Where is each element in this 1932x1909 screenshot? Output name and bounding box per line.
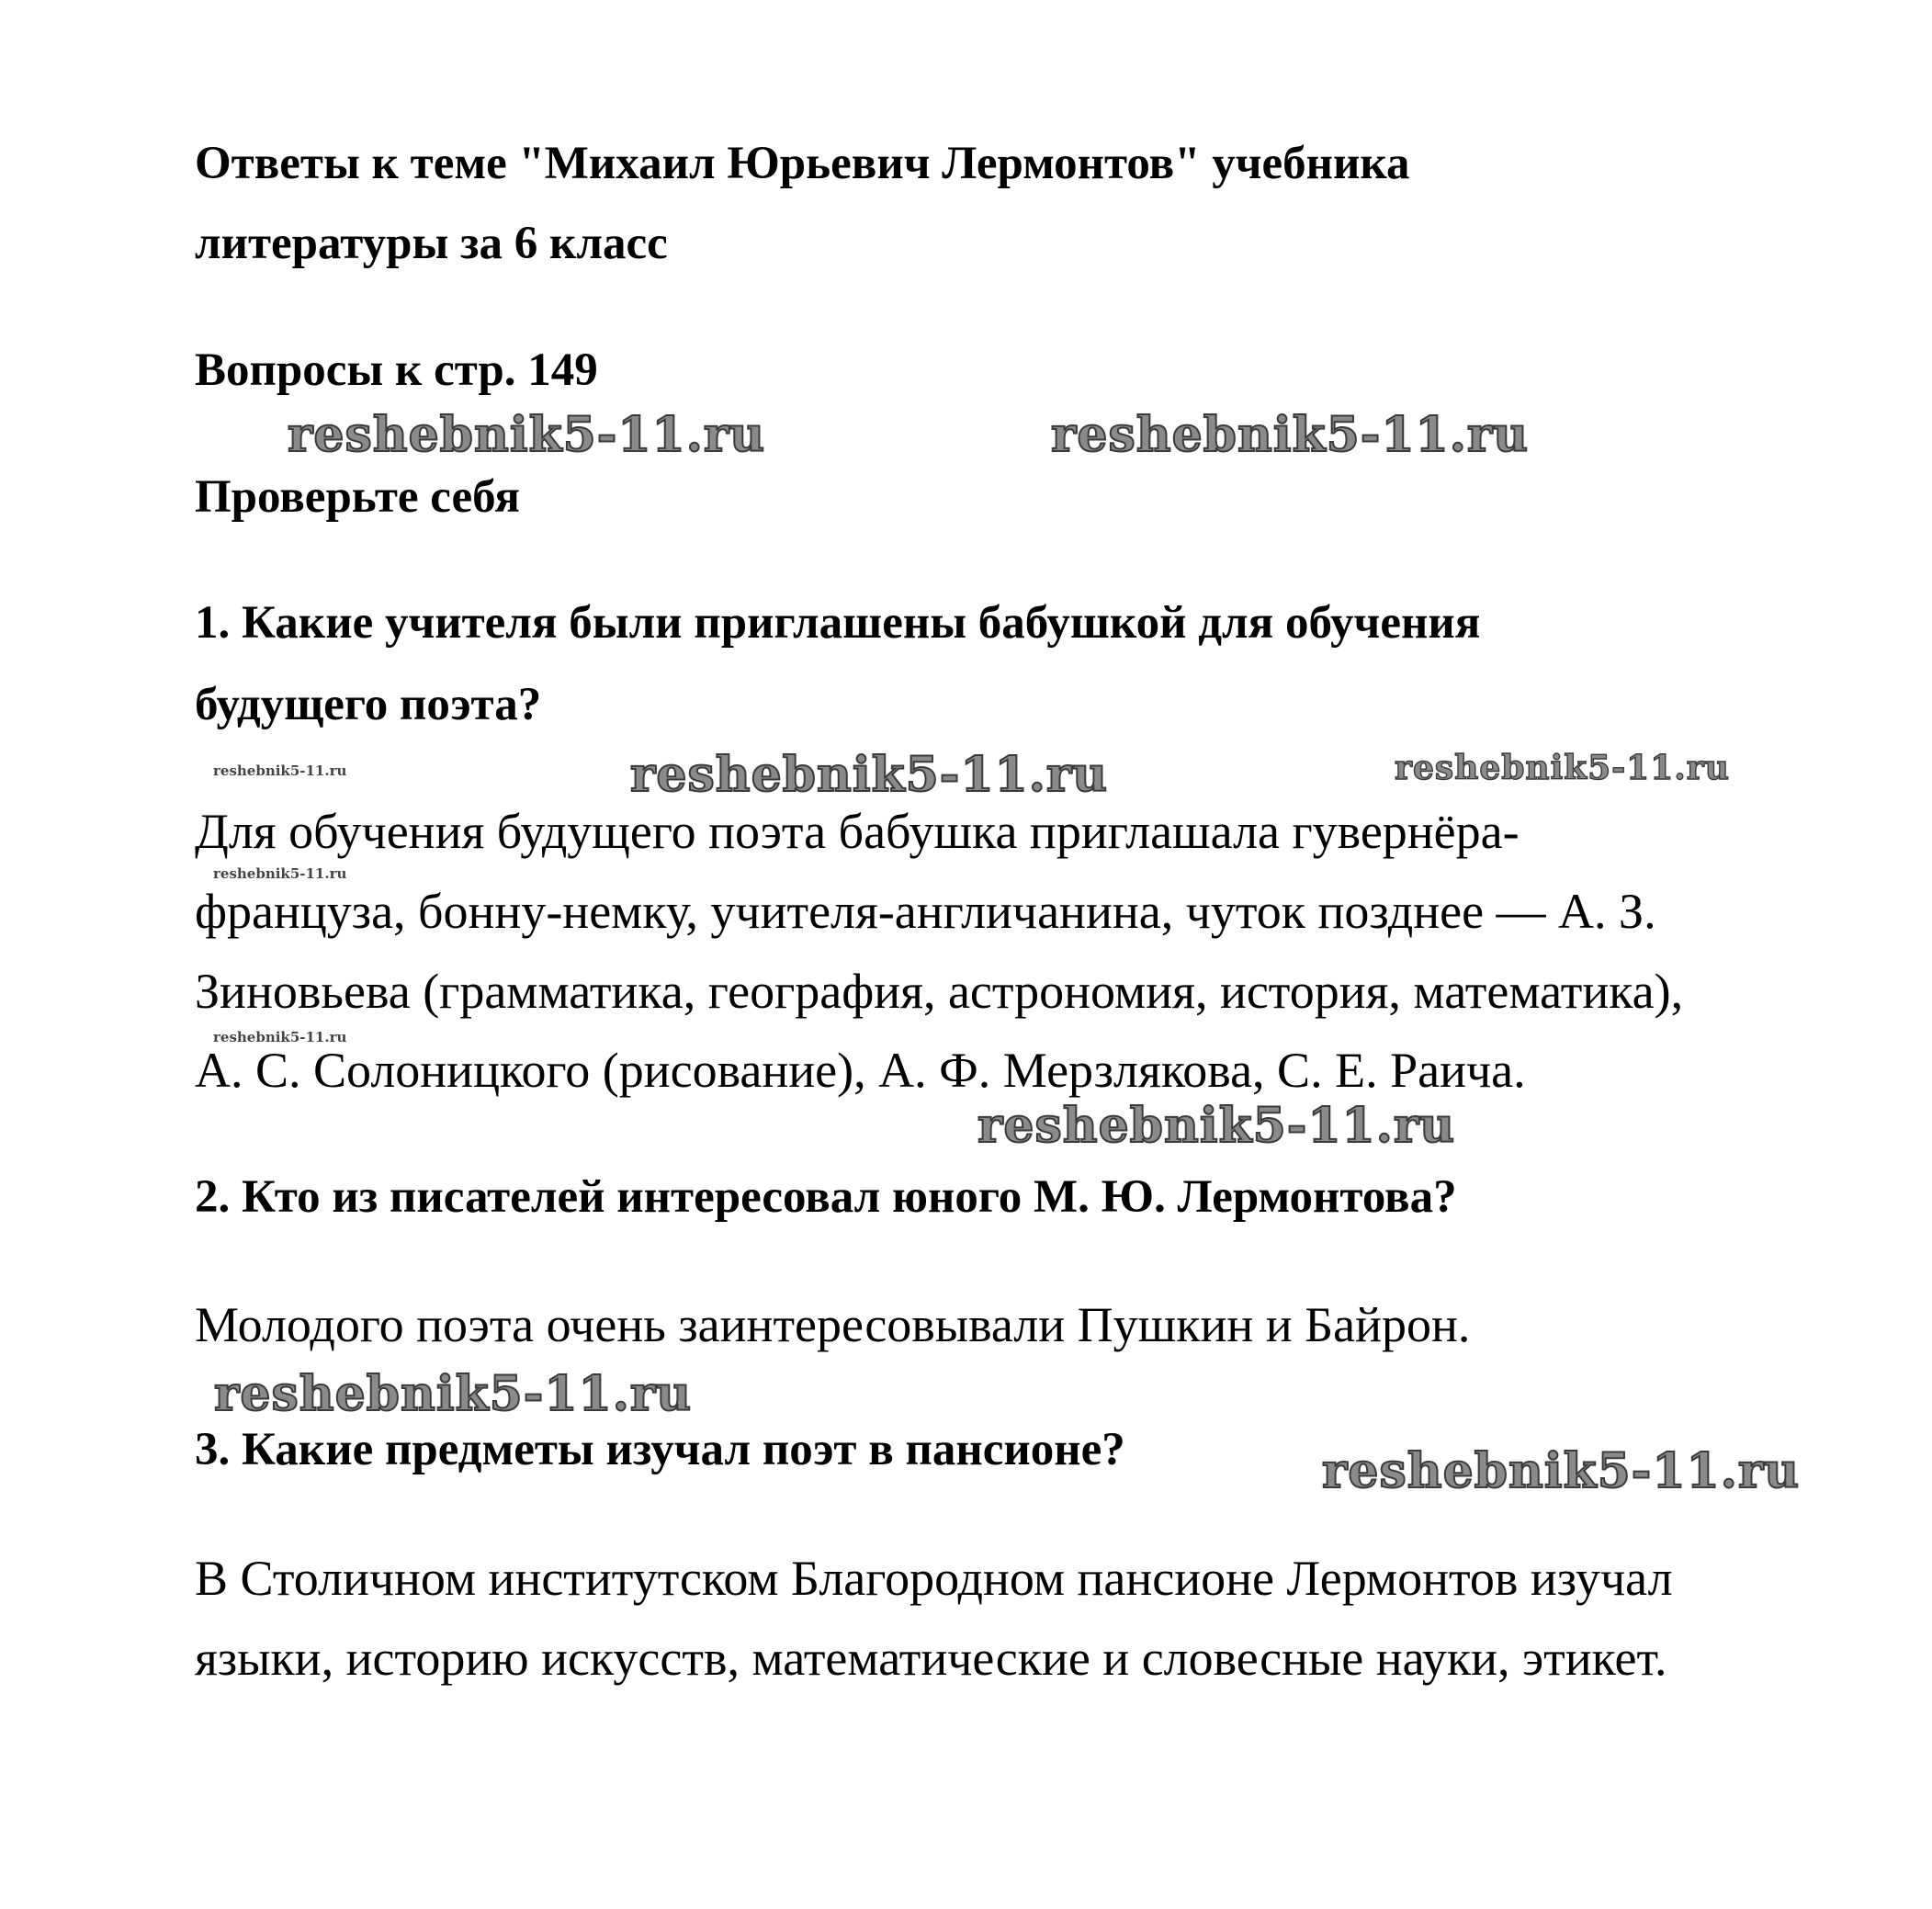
document-title-line-1: Ответы к теме "Михаил Юрьевич Лермонтов" учебника [195, 138, 1410, 189]
watermark: reshebnik5-11.ru [213, 1029, 347, 1045]
answer-1-line-2: француза, бонну-немку, учителя-англичанина, чуток позднее — А. З. [195, 884, 1656, 939]
watermark: reshebnik5-11.ru [213, 762, 347, 779]
watermark: reshebnik5-11.ru [977, 1098, 1456, 1154]
answer-2-line-1: Молодого поэта очень заинтересовывали Пушкин и Байрон. [195, 1297, 1471, 1352]
watermark: reshebnik5-11.ru [1322, 1443, 1801, 1499]
question-1-line-2: будущего поэта? [195, 679, 542, 730]
question-3: 3. Какие предметы изучал поэт в пансионе? [195, 1424, 1125, 1475]
watermark: reshebnik5-11.ru [1051, 407, 1530, 463]
document-title-line-2: литературы за 6 класс [195, 218, 668, 269]
question-2: 2. Кто из писателей интересовал юного М. Ю. Лермонтова? [195, 1171, 1457, 1223]
watermark: reshebnik5-11.ru [630, 747, 1109, 803]
watermark: reshebnik5-11.ru [1395, 749, 1730, 787]
watermark: reshebnik5-11.ru [213, 865, 347, 882]
answer-3-line-1: В Столичном институтском Благородном пансионе Лермонтов изучал [195, 1551, 1673, 1606]
section-heading: Вопросы к стр. 149 [195, 345, 598, 396]
answer-1-line-1: Для обучения будущего поэта бабушка приглашала гувернёра- [195, 804, 1520, 859]
answer-3-line-2: языки, историю искусств, математические и словесные науки, этикет. [195, 1631, 1667, 1686]
answer-1-line-3: Зиновьева (грамматика, география, астрономия, история, математика), [195, 964, 1684, 1019]
watermark: reshebnik5-11.ru [288, 407, 766, 463]
watermark: reshebnik5-11.ru [214, 1366, 693, 1422]
question-1-line-1: 1. Какие учителя были приглашены бабушкой для обучения [195, 597, 1481, 649]
answer-1-line-4: А. С. Солоницкого (рисование), А. Ф. Мерзлякова, С. Е. Раича. [195, 1043, 1526, 1098]
subsection-heading: Проверьте себя [195, 471, 520, 523]
